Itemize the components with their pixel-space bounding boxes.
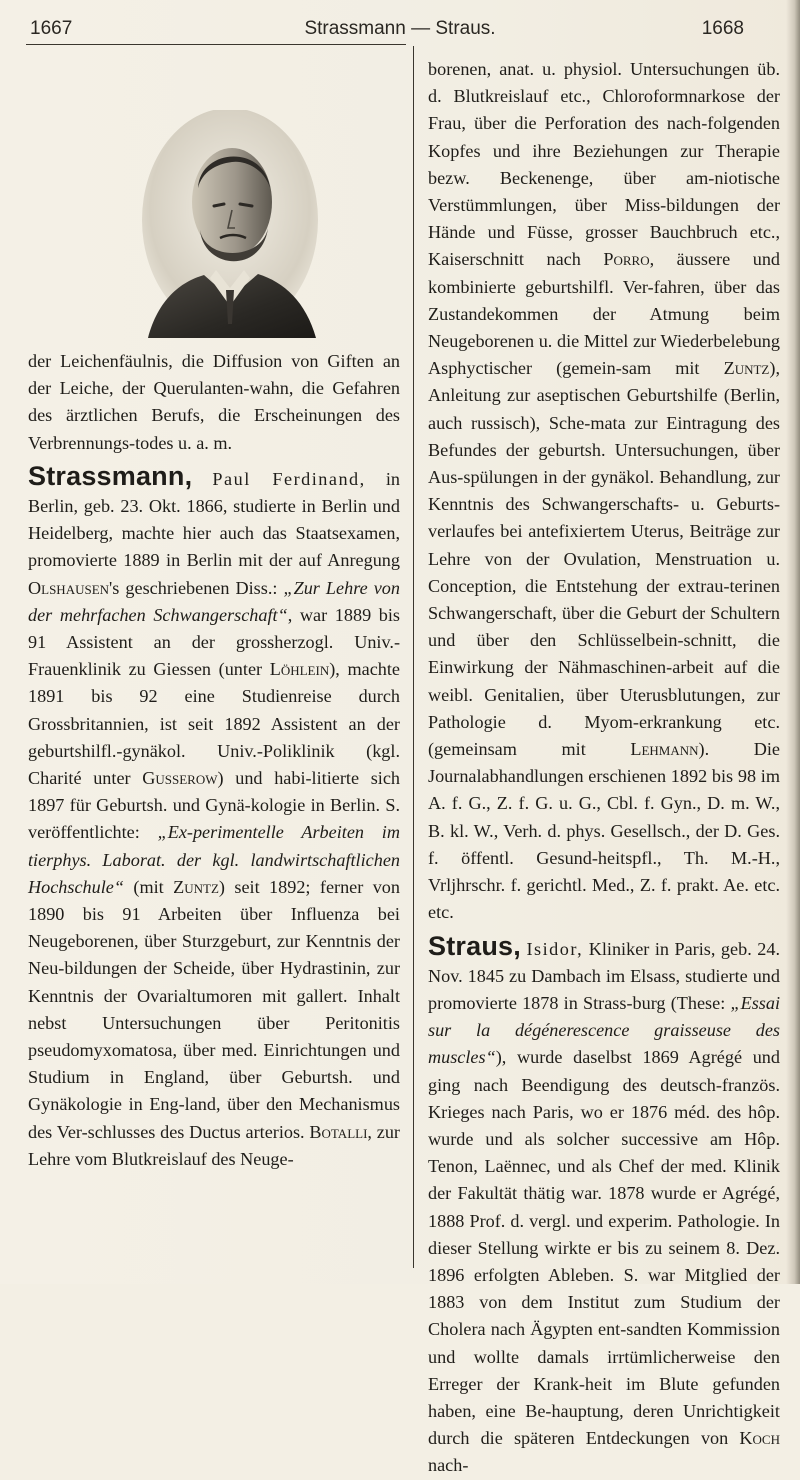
forename: Paul Ferdinand, <box>212 468 366 489</box>
person-name: Olshausen <box>28 577 110 598</box>
entry-text: ), Anleitung zur aseptischen Geburtshilfe (Berlin, auch russisch), Sche-mata zur Eintragung des Befundes der geburtsh. Untersuchungen, über Aus-spülungen in der gynäkol. Behandlung, zur Kenntnis des Schwangerschafts- u. Geburts-verlaufes bei antefixiertem Uterus, Beiträge zur Lehre von der Ovulation, Menstruation u. Conception, die Entstehung der extrau-terinen Schwangerschaft, über die Geburt der Schultern und über den Schlüsselbein-schnitt, die Einwirkung der Nähmaschinen-arbeit auf die weibl. Genitalien, über Uterusblutungen, zur Pathologie d. Myom-erkrankung etc. (gemeinsam mit <box>428 358 780 760</box>
running-title: Strassmann — Straus. <box>304 18 496 39</box>
entry-text: borenen, anat. u. physiol. Untersuchungen üb. d. Blutkreislauf etc., Chloroformnarkose der Frau, über die Perforation des nach-folgenden Kopfes und ihre Beziehungen zur Therapie bezw. Beckenenge, über am-niotische Verstümmlungen, über Miss-bildungen der Hände und Füsse, grosser Bauchbruch etc., Kaiserschnitt nach <box>428 59 780 270</box>
work-title: „Essai sur la dégénerescence graisseuse des muscles“ <box>428 992 780 1068</box>
entry-text: in Berlin, geb. 23. Okt. 1866, studierte in Berlin und Heidelberg, machte hier auch das Staatsexamen, promovierte 1889 in Berlin mit der auf Anregung <box>28 468 400 571</box>
entry-text: ) seit 1892; ferner von 1890 bis 91 Arbeiten über Influenza bei Neugeborenen, über Sturzgeburt, zur Kenntnis der Neu-bildungen der Scheide, über Hydrastinin, zur Kenntnis der Ovarialtumoren mit gallert. Inhalt nebst Untersuchungen über Peritonitis pseudomyxomatosa, über med. Einrichtungen und Studium in England, über Geburtsh. und Gynäkologie in Eng-land, über den Mechanismus des Ver-schlusses des Ductus arterios. <box>28 876 400 1142</box>
entry-text: ), wurde daselbst 1869 Agrégé und ging nach Beendigung des deutsch-französ. Krieges nach Paris, wo er 1876 méd. des hôp. wurde und als solcher successive am Hôp. Tenon, Laënnec, und als Chef der med. Klinik der Fakultät thätig war. 1878 wurde er Agrégé, 1888 Prof. d. vergl. und experim. Pathologie. In dieser Stellung wirkte er bis zu seinem 8. Dez. 1896 erfolgten Ableben. S. war Mitglied der 1883 von dem Institut zum Studium der Cholera nach Ägypten ent-sandten Kommission und wollte damals irrtümlicherweise den Erreger der Krank-heit im Blute gefunden haben, eine Be-hauptung, deren Unrichtigkeit durch die späteren Entdeckungen von <box>428 1047 780 1449</box>
forename: Isidor, <box>526 938 584 959</box>
right-column <box>428 56 780 1480</box>
person-name: Gusserow <box>142 768 218 789</box>
entry-text: nach- <box>428 1455 469 1476</box>
work-title: „Ex-perimentelle Arbeiten im tierphys. Laborat. der kgl. landwirtschaftlichen Hochschule“ <box>28 822 400 897</box>
person-name: Botalli <box>309 1121 368 1142</box>
entry-text: (mit <box>123 876 174 897</box>
work-title: „Zur Lehre von der mehrfachen Schwangerschaft“ <box>28 577 400 625</box>
left-column <box>28 348 400 1173</box>
headword: Straus, <box>428 930 521 961</box>
page-number-right: 1668 <box>701 18 744 39</box>
entry-strassmann <box>28 460 401 1173</box>
page-edge-shadow <box>786 0 800 1284</box>
entry-text: Kliniker in Paris, geb. 24. Nov. 1845 zu Dambach im Elsass, studierte und promovierte 1878 in Strass-burg (These: <box>428 938 780 1013</box>
entry-text: ). Die Journalabhandlungen erschienen 1892 bis 98 im A. f. G., Z. f. G. u. G., Cbl. f. Gyn., D. m. W., B. kl. W., Verh. d. phys. Gesellsch., der D. Ges. f. öffentl. Gesund-heitspfl., Th. M.-H., Vrljhrschr. f. gerichtl. Med., Z. f. prakt. Ae. etc. etc. <box>428 739 780 923</box>
running-head <box>0 12 800 42</box>
headword: Strassmann, <box>28 460 193 491</box>
person-name: Lehmann <box>630 739 699 760</box>
continuation-text <box>428 56 780 927</box>
header-rule <box>26 44 406 45</box>
column-divider <box>413 46 414 1268</box>
entry-text: 's geschriebenen Diss.: <box>109 577 284 598</box>
person-name: Zuntz <box>173 876 219 897</box>
person-name: Koch <box>739 1428 780 1449</box>
person-name: Löhlein <box>269 659 330 680</box>
entry-text: ) und habi-litierte sich 1897 für Geburtsh. und Gynä-kologie in Berlin. S. veröffentlichte: <box>28 768 400 843</box>
entry-text: , zur Lehre vom Blutkreislauf des Neuge- <box>28 1121 400 1169</box>
person-name: Porro <box>603 249 650 270</box>
portrait-engraving-icon <box>140 110 320 338</box>
person-name: Zuntz <box>723 358 770 379</box>
continuation-text: der Leichenfäulnis, die Diffusion von Giften an der Leiche, der Querulanten-wahn, die Gefahren des ärztlichen Berufs, die Erscheinungen des Verbrennungs-todes u. a. m. <box>28 351 400 453</box>
page-number-left: 1667 <box>30 18 73 39</box>
entry-text: , war 1889 bis 91 Assistent an der grossherzogl. Univ.-Frauenklinik zu Giessen (unter <box>28 604 401 680</box>
entry-straus <box>428 930 780 1480</box>
entry-text: , äussere und kombinierte geburtshilfl. Ver-fahren, über das Zustandekommen der Atmung beim Neugeborenen u. die Mittel zur Wiederbelebung Asphyctischer (gemein-sam mit <box>428 249 781 379</box>
entry-text: ), machte 1891 bis 92 eine Studienreise durch Grossbritannien, ist seit 1892 Assistent an der geburtshilfl.-gynäkol. Univ.-Poliklinik (kgl. Charité unter <box>28 659 400 789</box>
